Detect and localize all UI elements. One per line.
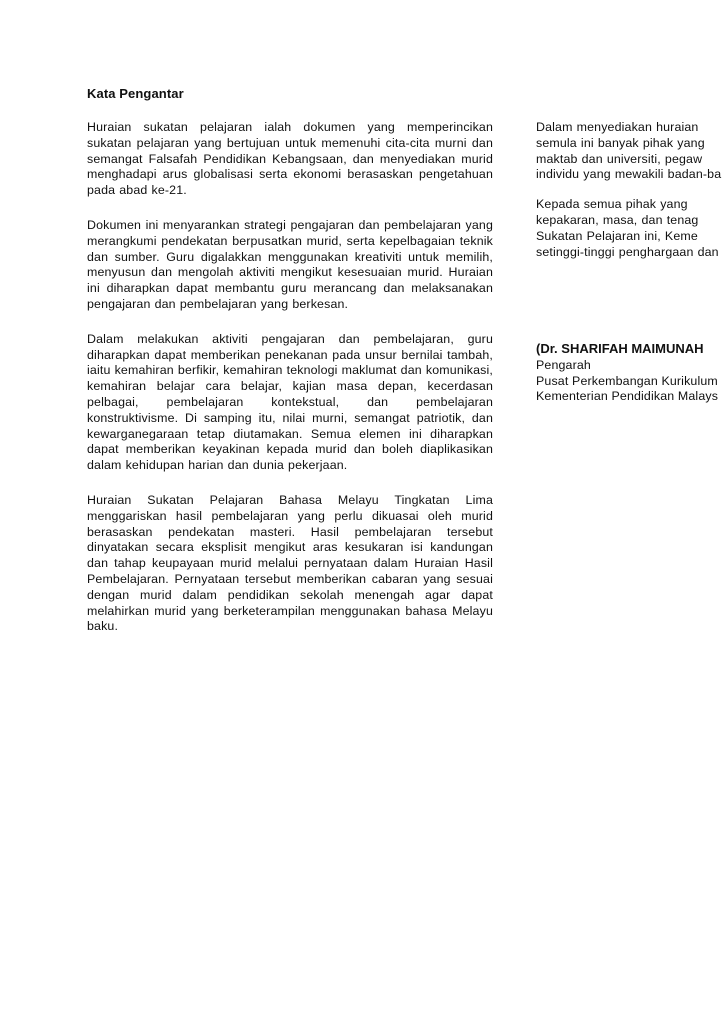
right-column <box>536 120 728 274</box>
right-paragraph-2 <box>536 197 728 260</box>
signatory-title: Pengarah <box>536 358 591 372</box>
text-line: individu yang mewakili badan-ba <box>536 167 722 182</box>
text-line: kepakaran, masa, dan tenag <box>536 212 699 227</box>
text-line: Kepada semua pihak yang <box>536 197 688 212</box>
paragraph-1: Huraian sukatan pelajaran ialah dokumen yang memperincikan sukatan pelajaran yang bertujuan untuk memenuhi cita-cita murni dan semangat Falsafah Pendidikan Kebangsaan, dan menyediakan murid menghadapi arus globalisasi serta ekonomi berasaskan pengetahuan pada abad ke-21. <box>87 120 493 198</box>
paragraph-4: Huraian Sukatan Pelajaran Bahasa Melayu Tingkatan Lima menggariskan hasil pembelajaran yang perlu dikuasai oleh murid berasaskan pendekatan masteri. Hasil pembelajaran tersebut dinyatakan secara eksplisit mengikut aras kesukaran isi kandungan dan tahap keupayaan murid melalui pernyataan dalam Huraian Hasil Pembelajaran. Pernyataan tersebut memberikan cabaran yang sesuai dengan murid dalam pendidikan sekolah menengah agar dapat melahirkan murid yang berketerampilan menggunakan bahasa Melayu baku. <box>87 492 493 634</box>
left-column <box>87 120 493 654</box>
signatory-name: (Dr. SHARIFAH MAIMUNAH <box>536 341 704 356</box>
signatory-department: Pusat Perkembangan Kurikulum <box>536 373 718 388</box>
text-line: setinggi-tinggi penghargaan dan <box>536 244 719 259</box>
right-paragraph-1 <box>536 120 728 183</box>
paragraph-3: Dalam melakukan aktiviti pengajaran dan pembelajaran, guru diharapkan dapat memberikan penekanan pada unsur bernilai tambah, iaitu kemahiran berfikir, kemahiran teknologi maklumat dan komunikasi, kemahiran belajar cara belajar, kajian masa depan, kecerdasan pelbagai, pembelajaran kontekstual, dan pembelajaran konstruktivisme. Di samping itu, nilai murni, semangat patriotik, dan kewarganegaraan tetap diutamakan. Semua elemen ini diharapkan dapat memberikan keyakinan kepada murid dan boleh diaplikasikan dalam kehidupan harian dan dunia pekerjaan. <box>87 331 493 473</box>
text-line: maktab dan universiti, pegaw <box>536 151 703 166</box>
paragraph-2: Dokumen ini menyarankan strategi pengajaran dan pembelajaran yang merangkumi pendekatan berpusatkan murid, serta kepelbagaian teknik dan sumber. Guru digalakkan menggunakan kreativiti untuk memilih, menyusun dan mengolah aktiviti mengikut kesesuaian murid. Huraian ini diharapkan dapat membantu guru merancang dan melaksanakan pengajaran dan pembelajaran yang berkesan. <box>87 217 493 311</box>
text-line: Sukatan Pelajaran ini, Keme <box>536 228 698 243</box>
text-line: semula ini banyak pihak yang <box>536 135 705 150</box>
signature-block <box>536 340 728 405</box>
text-line: Dalam menyediakan huraian <box>536 120 699 134</box>
signatory-ministry: Kementerian Pendidikan Malays <box>536 389 719 403</box>
page-title: Kata Pengantar <box>87 86 184 101</box>
